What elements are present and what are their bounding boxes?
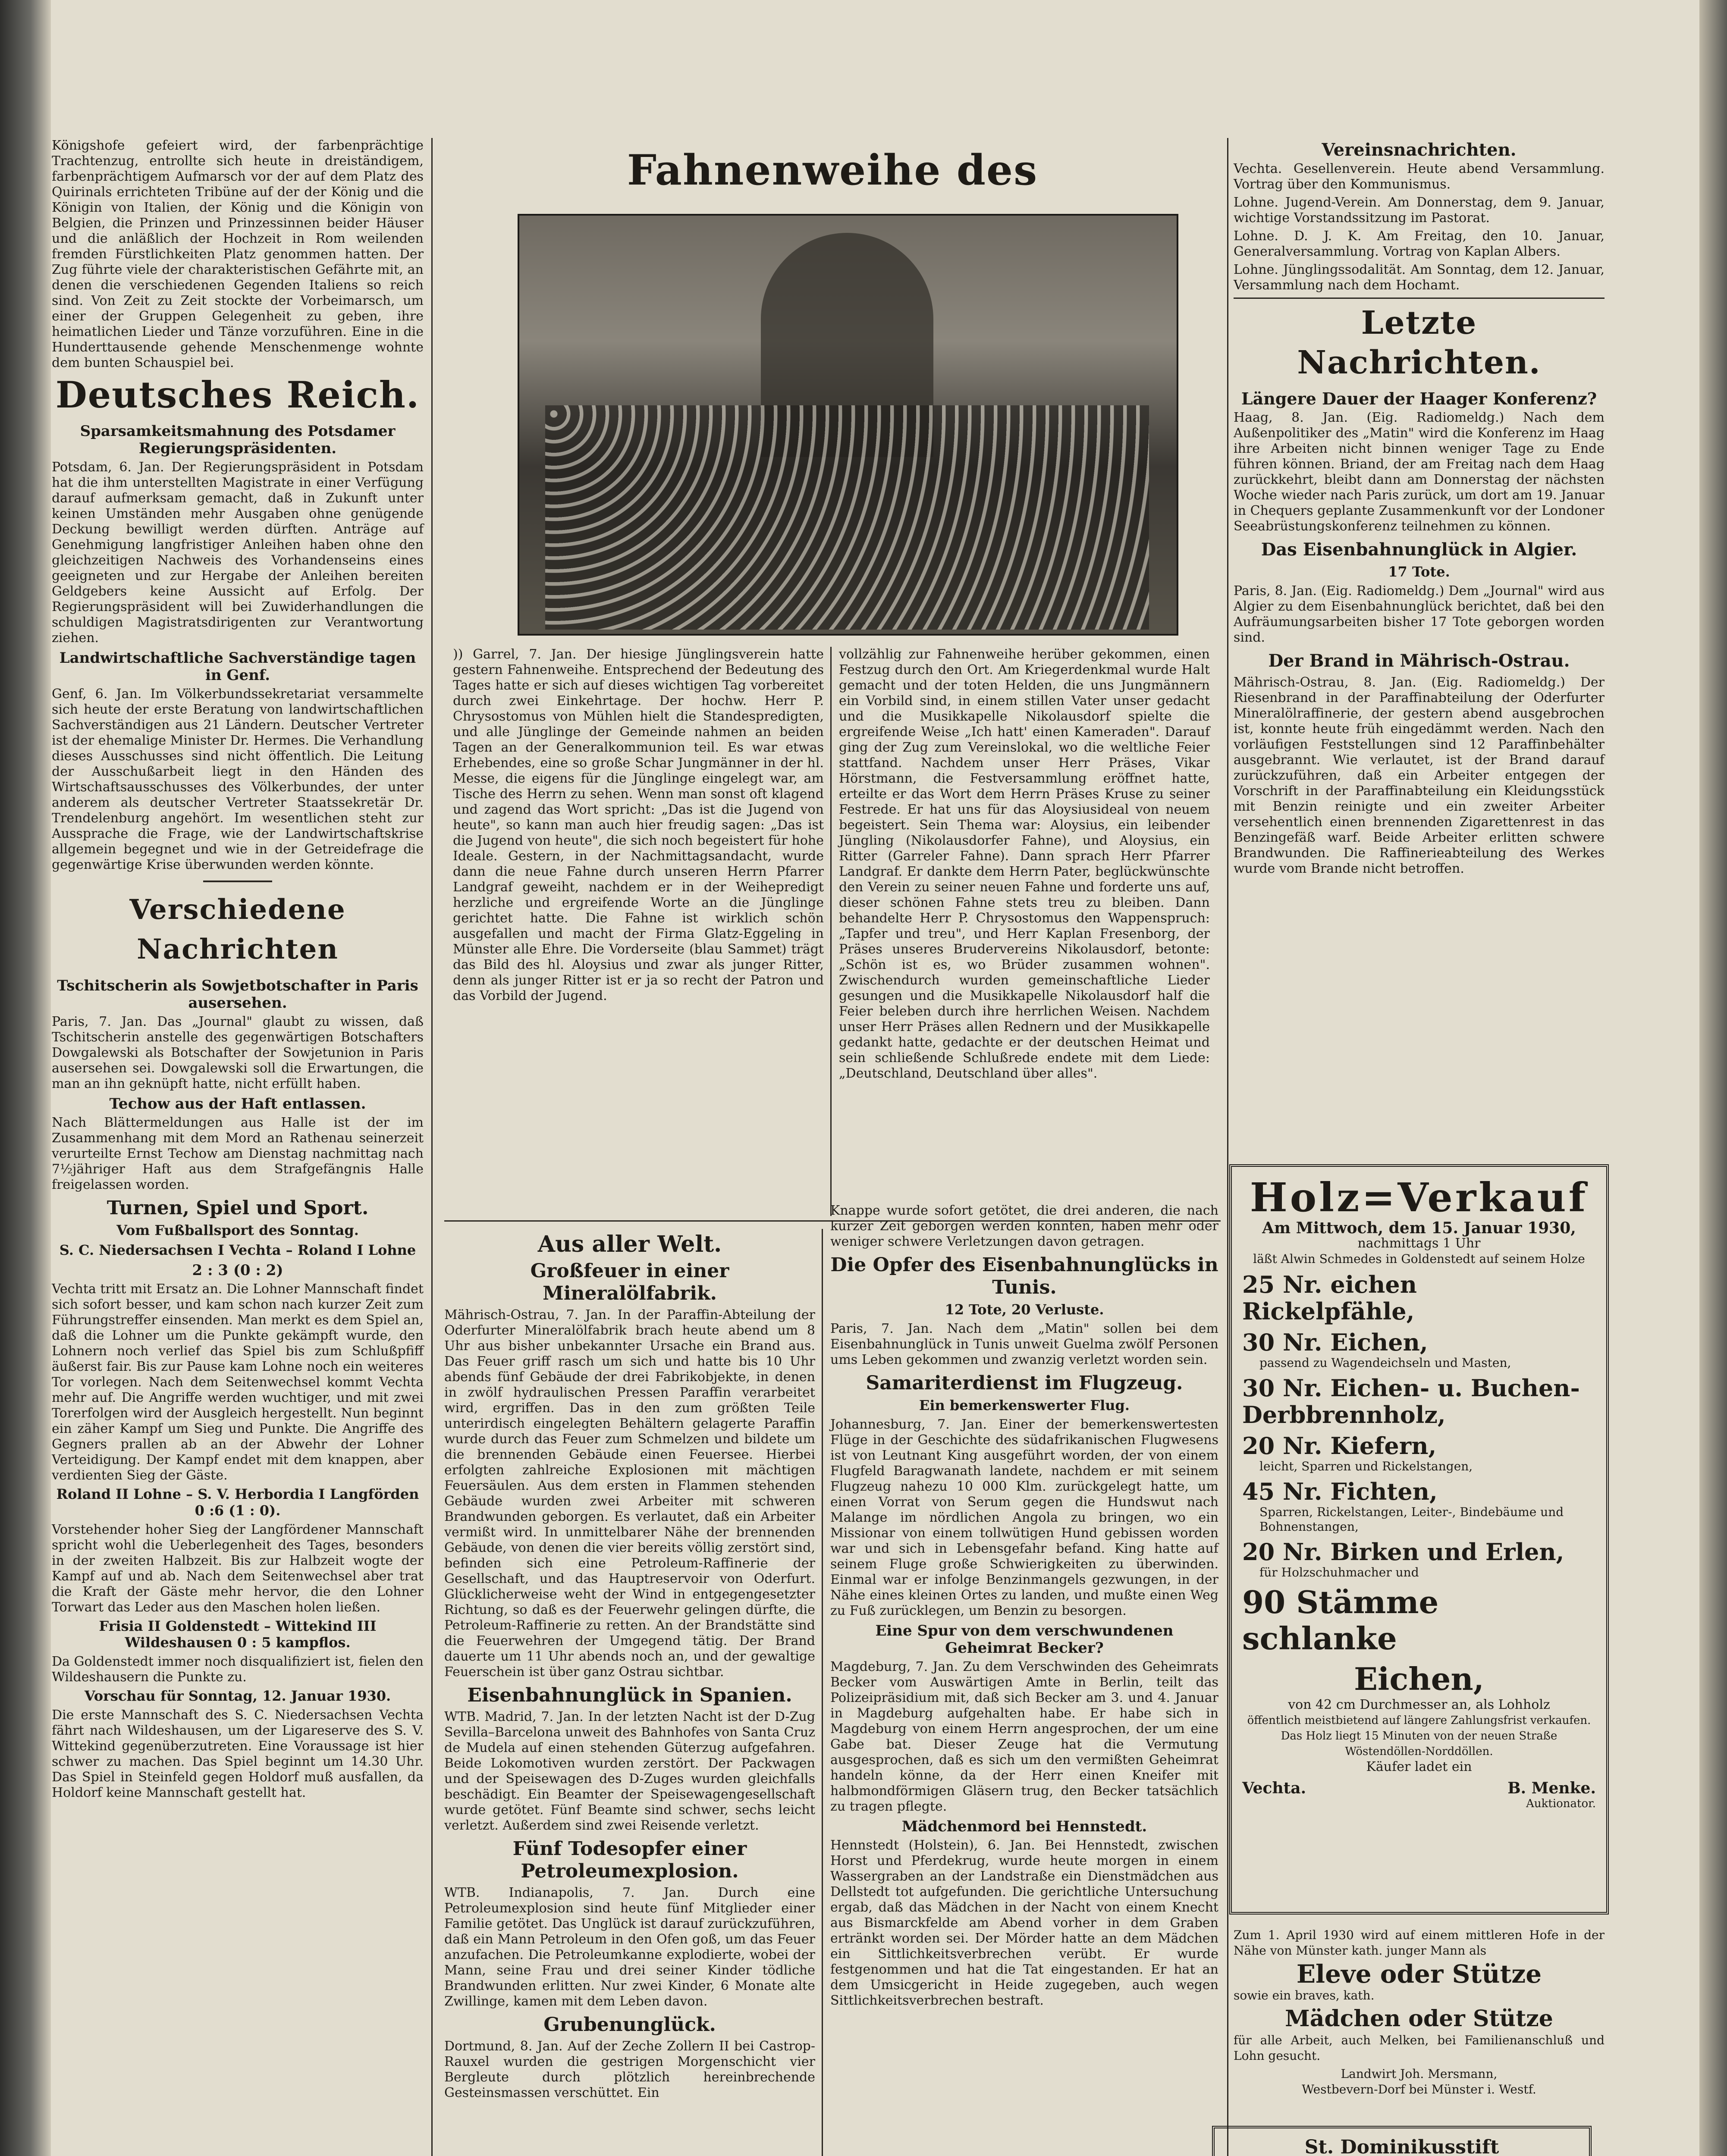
match-title: Roland II Lohne – S. V. Herbordia I Langförden 0 :6 (1 : 0).: [56, 1486, 419, 1519]
ad-signature-row: [1242, 1779, 1596, 1797]
ad-text: Das Holz liegt 15 Minuten von der neuen Straße Wöstendöllen-Norddöllen.: [1281, 1730, 1557, 1758]
ad-item: 20 Nr. Birken und Erlen,: [1242, 1538, 1564, 1566]
article-title: Die Opfer des Eisenbahnunglücks in Tunis.: [830, 1254, 1218, 1298]
ad-item: 30 Nr. Eichen- u. Buchen-Derbbrennholz,: [1242, 1374, 1580, 1429]
article-subtitle: Ein bemerkenswerter Flug.: [919, 1397, 1130, 1413]
section-rule: [1234, 298, 1605, 299]
binding-shadow: [0, 0, 51, 2156]
column-news-2: [830, 1203, 1218, 2156]
article-title: Mädchenmord bei Hennstedt.: [901, 1818, 1147, 1835]
article-text: WTB. Madrid, 7. Jan. In der letzten Nacht ist der D-Zug Sevilla–Barcelona unweit des Bahnhofes von Santa Cruz de Mudela auf einen stehenden Güterzug aufgefahren. Beide Lokomotiven wurden zerstört. Der Packwagen und der Speisewagen des D-Zuges wurden gleichfalls beschädigt. Ein Beamter der Speisewagengesellschaft wurde getötet. Fünf Beamte sind schwer, sechs leicht verletzt. Außerdem sind zwei Reisende verletzt.: [444, 1709, 815, 1833]
article-text: Paris, 7. Jan. Das „Journal" glaubt zu wissen, daß Tschitscherin anstelle des gegenwärtigen Botschafters Dowgalewski als Botschafter der Sowjetunion in Paris ausersehen sei. Dowgalewski soll die Erwartungen, die man an ihn geknüpft hatte, nicht erfüllt haben.: [52, 1014, 424, 1091]
ad-signature: Landwirt Joh. Mersmann,: [1341, 2067, 1498, 2081]
article-title: Landwirtschaftliche Sachverständige tagen in Genf.: [59, 649, 416, 684]
article-subtitle: 12 Tote, 20 Verluste.: [945, 1301, 1104, 1318]
article-text: Dortmund, 8. Jan. Auf der Zeche Zollern II bei Castrop-Rauxel wurden die gestrigen Morgenschicht vier Bergleute durch plötzlich hereinbrechende Gesteinsmassen verschüttet. Ein: [444, 2039, 815, 2100]
ad-name: B. Menke.: [1507, 1779, 1596, 1797]
article-title: Das Eisenbahnunglück in Algier.: [1261, 539, 1577, 560]
column-world-news: [444, 1229, 815, 2156]
section-title: Verschiedene Nachrichten: [129, 893, 346, 965]
match-title: Frisia II Goldenstedt – Wittekind III Wildeshausen 0 : 5 kampflos.: [99, 1618, 377, 1651]
club-notice: Lohne. Jünglingssodalität. Am Sonntag, dem 12. Januar, Versammlung nach dem Hochamt.: [1234, 262, 1605, 293]
ad-item-note: Sparren, Rickelstangen, Leiter-, Bindebäume und Bohnenstangen,: [1259, 1505, 1564, 1534]
ad-role: Auktionator.: [1526, 1797, 1596, 1810]
ad-text: Zum 1. April 1930 wird auf einem mittleren Hofe in der Nähe von Münster kath. junger Mann als: [1234, 1928, 1605, 1958]
match-title: S. C. Niedersachsen I Vechta – Roland I Lohne: [59, 1242, 416, 1258]
ad-title: St. Dominikusstift: [1304, 2136, 1499, 2156]
article-title: Tschitscherin als Sowjetbotschafter in Paris ausersehen.: [57, 977, 418, 1012]
ad-text: öffentlich meistbietend auf längere Zahlungsfrist verkaufen.: [1247, 1714, 1591, 1727]
ad-highlight: Eichen,: [1354, 1661, 1484, 1697]
article-text: Königshofe gefeiert wird, der farbenprächtige Trachtenzug, entrollte sich heute in dreiständigem, farbenprächtigem Aufmarsch vor der auf dem Platz des Quirinals errichteten Tribüne auf der der König und die Königin von Italien, der König und die Königin von Belgien, die Prinzen und Prinzessinnen beider Häuser und die anläßlich der Hochzeit in Rom weilenden fremden Fürstlichkeiten Platz genommen hatten. Der Zug führte viele der charakteristischen Gefährte mit, an denen die verschiedenen Gegenden Italiens so reich sind. Von Zeit zu Zeit stockte der Vorbeimarsch, um einer der Gruppen Gelegenheit zu geben, ihre heimatlichen Lieder und Tänze vorzuführen. Eine in die Hunderttausende gehende Menschenmenge wohnte dem bunten Schauspiel bei.: [52, 138, 424, 370]
article-title: Vorschau für Sonntag, 12. Januar 1930.: [84, 1688, 391, 1704]
column-rule: [830, 647, 832, 1216]
ad-title: Holz=Verkauf: [1250, 1174, 1589, 1221]
column-rule: [431, 138, 433, 2156]
ad-time: nachmittags 1 Uhr: [1357, 1236, 1481, 1251]
column-rule: [1227, 138, 1228, 2156]
section-title: Deutsches Reich.: [55, 373, 420, 416]
ad-eleve: [1234, 1927, 1605, 2117]
article-text: Nach Blättermeldungen aus Halle ist der im Zusammenhang mit dem Mord an Rathenau seinerzeit verurteilte Ernst Techow am Dienstag nachmittag nach 7½jähriger Haft aus dem Strafgefängnis Halle freigelassen worden.: [52, 1115, 424, 1192]
ad-date: Am Mittwoch, dem 15. Januar 1930,: [1262, 1219, 1576, 1237]
section-title: Vereinsnachrichten.: [1322, 140, 1517, 160]
article-text: Paris, 7. Jan. Nach dem „Matin" sollen bei dem Eisenbahnunglück in Tunis unweit Guelma zwölf Personen ums Leben gekommen und zwanzig verletzt worden sein.: [830, 1321, 1218, 1367]
ad-highlight: Eleve oder Stütze: [1296, 1959, 1542, 1989]
article-text: Vechta tritt mit Ersatz an. Die Lohner Mannschaft findet sich sofort besser, und kam schon nach kurzer Zeit zum Führungstreffer einsenden. Man merkt es dem Spiel an, daß die Lohner um die Punkte gekämpft wurde, den Lohnern noch verlief das Spiel bis zum Schlußpfiff äußerst fair. Bis zur Pause kam Lohne noch ein weiteres Tor vorlegen. Nach dem Seitenwechsel kommt Vechta mehr auf. Die Angriffe werden wuchtiger, und mit zwei Torerfolgen wird der Ausgleich hergestellt. Nun beginnt ein zäher Kampf um Sieg und Punkte. Die Angriffe des Gegners prallen ab an der Abwehr der Lohner Verteidigung. Der Kampf endet mit dem knappen, aber verdienten Sieg der Gäste.: [52, 1282, 424, 1483]
group-photo: [518, 214, 1178, 636]
page-edge-shadow: [1699, 0, 1727, 2156]
ad-text: für alle Arbeit, auch Melken, bei Familienanschluß und Lohn gesucht.: [1234, 2033, 1605, 2063]
article-text: Da Goldenstedt immer noch disqualifiziert ist, fielen den Wildeshausern die Punkte zu.: [52, 1654, 424, 1685]
ad-item: 20 Nr. Kiefern,: [1242, 1432, 1437, 1460]
article-text: Hennstedt (Holstein), 6. Jan. Bei Hennstedt, zwischen Horst und Pferdekrug, wurde heute morgen in einem Wassergraben an der Landstraße ein Dienstmädchen aus Dellstedt tot aufgefunden. Die gerichtliche Untersuchung ergab, daß das Mädchen in der Nacht von einem Knecht aus Bismarckfelde am Abend vorher in dem Graben ertränkt worden sei. Der Mörder hatte an dem Mädchen ein Sittlichkeitsverbrechen verübt. Er wurde festgenommen und hat die Tat eingestanden. Er hat an dem Umsicgericht in Heide zugegeben, auch wegen Sittlichkeitsverbrechen bestraft.: [830, 1838, 1218, 2008]
article-text: Genf, 6. Jan. Im Völkerbundssekretariat versammelte sich heute der erste Beratung von landwirtschaftlichen Sachverständigen aus 21 Ländern. Deutscher Vertreter ist der ehemalige Minister Dr. Hermes. Die Verhandlung dieses Ausschusses sind nicht öffentlich. Die Leitung der Ausschußarbeit liegt in den Händen des Wirtschaftsausschusses des Völkerbundes, der unter anderem als deutscher Vertreter Staatssekretär Dr. Trendelenburg angehört. Im wesentlichen steht zur Aussprache die Frage, wie der Landwirtschaftskrise allgemein begegnet und wie in der Getreidefrage die gegenwärtige Krise überwunden werden könnte.: [52, 686, 424, 872]
column-rule: [822, 1229, 823, 2156]
article-title: Samariterdienst im Flugzeug.: [866, 1372, 1183, 1394]
article-text: vollzählig zur Fahnenweihe herüber gekommen, einen Festzug durch den Ort. Am Kriegerdenkmal wurde Halt gemacht und der toten Helden, die uns Jungmännern ein Vorbild sind, in einem stillen Vater unser gedacht und die Musikkapelle Nikolausdorf spielte die ergreifende Weise „Ich hatt' einen Kameraden". Darauf ging der Zug zum Vereinslokal, wo die weltliche Feier stattfand. Nachdem unser Herr Präses, Vikar Hörstmann, die Festversammlung eröffnet hatte, erteilte er das Wort dem Herrn Präses Kruse zu seiner Festrede. Er hat uns für das Aloysiusideal von neuem begeistert. Sein Thema war: Aloysius, ein leibender Jüngling (Nikolausdorfer Fahne), und Aloysius, ein Ritter (Garreler Fahne). Dann sprach Herr Pfarrer Landgraf. Er dankte dem Herrn Pater, beglückwünschte den Verein zu seiner neuen Fahne und forderte uns auf, dieser schönen Fahne stets treu zu bleiben. Dann behandelte Herr P. Chrysostomus den Wappenspruch: „Tapfer und treu", und Herr Kaplan Fresenborg, der Präses unseres Brudervereins Nikolausdorf, betonte: „Schön ist es, wo Brüder zusammen wohnen". Zwischendurch wurden gemeinschaftliche Lieder gesungen und die Musikkapelle Nikolausdorf half die Feier beleben durch ihre herrlichen Weisen. Nachdem unser Herr Präses allen Rednern und der Musikkapelle gedankt hatte, gedachte er der deutschen Heimat und sein schließende Schlußrede endete mit dem Liede: „Deutschland, Deutschland über alles".: [839, 647, 1210, 1081]
ad-item: 45 Nr. Fichten,: [1242, 1478, 1438, 1505]
article-title: Längere Dauer der Haager Konferenz?: [1241, 389, 1597, 408]
article-title: Der Brand in Mährisch-Ostrau.: [1268, 651, 1570, 671]
section-title: Turnen, Spiel und Sport.: [107, 1197, 369, 1219]
club-notice: Lohne. D. J. K. Am Freitag, den 10. Januar, Generalversammlung. Vortrag von Kaplan Albers.: [1234, 229, 1605, 259]
article-text: Potsdam, 6. Jan. Der Regierungspräsident in Potsdam hat die ihm unterstellten Magistrate in einer Verfügung darauf aufmerksam gemacht, daß in Zukunft unter keinen Umständen mehr Ausgaben ohne genügende Deckung bewilligt werden dürften. Anträge auf Genehmigung langfristiger Anleihen haben ohne den gleichzeitigen Nachweis des Vorhandenseins eines geeigneten und zur Hergabe der Anleihen bereiten Geldgebers keine Aussicht auf Erfolg. Der Regierungspräsident will bei Zuwiderhandlungen die schuldigen Magistratsdirigenten zur Verantwortung ziehen.: [52, 460, 424, 646]
feature-header: [444, 138, 1221, 211]
garrel-column-b: [839, 647, 1210, 1216]
club-notice: Lohne. Jugend-Verein. Am Donnerstag, dem 9. Januar, wichtige Vorstandssitzung im Pastorat.: [1234, 195, 1605, 226]
garrel-column-a: [453, 647, 824, 1216]
article-text: Johannesburg, 7. Jan. Einer der bemerkenswertesten Flüge in der Geschichte des südafrikanischen Flugwesens ist von Leutnant King ausgeführt worden, der von einem Flugfeld Baragwanath landete, nachdem er mit seinem Flugzeug nahezu 10 000 Klm. zurückgelegt hatte, um einen Vorrat von Serum gegen die Hundswut nach Malange im nördlichen Angola zu bringen, wo ein Missionar von einem tollwütigen Hund gebissen worden war und sich in Lebensgefahr befand. King hatte auf seinem Fluge große Schwierigkeiten zu überwinden. Einmal war er infolge Benzinmangels gezwungen, in der Nähe eines kleinen Ortes zu landen, und mußte einen Weg zu Fuß zurücklegen, um Benzin zu besorgen.: [830, 1417, 1218, 1618]
club-notice: Vechta. Gesellenverein. Heute abend Versammlung. Vortrag über den Kommunismus.: [1234, 161, 1605, 192]
article-title: Fünf Todesopfer einer Petroleumexplosion.: [512, 1838, 747, 1882]
article-title: Eisenbahnunglück in Spanien.: [467, 1684, 792, 1706]
separator: [203, 881, 272, 882]
section-title: Aus aller Welt.: [537, 1231, 722, 1257]
ad-highlight: 90 Stämme schlanke: [1242, 1584, 1439, 1657]
ad-dominikusstift: [1212, 2126, 1592, 2156]
article-text: )) Garrel, 7. Jan. Der hiesige Jünglingsverein hatte gestern Fahnenweihe. Entsprechend der Bedeutung des Tages hatte er sich auf dieses wichtigen Tag vorbereitet durch zwei Einkehrtage. Der hochw. Herr P. Chrysostomus von Mühlen hielt die Standespredigten, und alle Jünglinge der Gemeinde nahmen an beiden Tagen an der Generalkommunion teil. Es war etwas Erhebendes, eine so große Schar Jungmänner in der hl. Messe, die eigens für die Jünglinge eingelegt war, am Tische des Herrn zu sehen. Wenn man sonst oft klagend und zagend das Wort spricht: „Das ist die Jugend von heute", so kann man auch hier freudig sagen: „Das ist die Jugend von heute", die sich noch begeistert für hohe Ideale. Gestern, in der Nachmittagsandacht, wurde dann die neue Fahne durch unseren Herrn Pfarrer Landgraf geweiht, nachdem er in der Weihepredigt herzliche und ergreifende Worte an die Jünglinge gerichtet hatte. Die Fahne ist wirklich schön ausgefallen und macht der Firma Glatz-Eggeling in Münster alle Ehre. Die Vorderseite (blau Sammet) trägt das Bild des hl. Aloysius und zwar als junger Ritter, denn als junger Ritter ist er ja so recht der Patron und das Vorbild der Jugend.: [453, 647, 824, 1003]
match-score: 2 : 3 (0 : 2): [192, 1262, 283, 1279]
ad-item-note: passend zu Wagendeichseln und Masten,: [1259, 1356, 1511, 1370]
feature-title: Fahnenweihe des: [627, 146, 1038, 194]
ad-item: 25 Nr. eichen Rickelpfähle,: [1242, 1271, 1417, 1325]
ad-place: Vechta.: [1242, 1779, 1306, 1797]
article-text: Vorstehender hoher Sieg der Langfördener Mannschaft spricht wohl die Ueberlegenheit des Tages, besonders in der zweiten Halbzeit. Bis zur Halbzeit wogte der Kampf auf und ab. Nach dem Seitenwechsel aber trat die Kraft der Gäste mehr hervor, die den Lohner Torwart das Leder aus den Maschen holen ließen.: [52, 1522, 424, 1615]
ad-item-note: für Holzschuhmacher und: [1259, 1565, 1419, 1579]
article-text: Die erste Mannschaft des S. C. Niedersachsen Vechta fährt nach Wildeshausen, um der Ligareserve des S. V. Wittekind gegenüberzutreten. Eine Voraussage ist hier schwer zu machen. Das Spiel beginnt um 14.30 Uhr. Das Spiel in Steinfeld gegen Holdorf muß ausfallen, da Holdorf keine Mannschaft gestellt hat.: [52, 1708, 424, 1800]
ad-holz-verkauf: [1229, 1164, 1609, 1915]
ad-signature: Westbevern-Dorf bei Münster i. Westf.: [1302, 2082, 1536, 2096]
article-text: Mährisch-Ostrau, 7. Jan. In der Paraffin-Abteilung der Oderfurter Mineralölfabrik brach heute abend um 8 Uhr aus bisher unbekannter Ursache ein Brand aus. Das Feuer griff rasch um sich und hatte bis 10 Uhr abends fünf Gebäude der drei Fabrikobjekte, in denen in zwölf hydraulischen Pressen Paraffin verarbeitet wird, ergriffen. Das in den zum größten Teile unterirdisch eingelegten Behältern gelagerte Paraffin wurde durch das Feuer zum Schmelzen und bildete um die brennenden Gebäude einen Feuersee. Hierbei erfolgten zahlreiche Explosionen mit mächtigen Feuersäulen. Aus dem ersten in Flammen stehenden Gebäude wurden zwei Arbeiter mit schweren Brandwunden geborgen. Es verlautet, daß ein Arbeiter vermißt wird. In unmittelbarer Nähe der brennenden Gebäude, von denen die vier bereits völlig zerstört sind, befinden sich eine Petroleum-Raffinerie der Gesellschaft, und das Hauptreservoir von Oderfurt. Glücklicherweise weht der Wind in entgegengesetzter Richtung, so daß es der Feuerwehr gelingen dürfte, die Petroleum-Raffinerie zu retten. An der Brandstätte sind die Feuerwehren der Umgegend tätig. Der Brand dauerte um 11 Uhr abends noch an, und der gewaltige Feuerschein ist über ganz Ostrau sichtbar.: [444, 1307, 815, 1680]
ad-intro: läßt Alwin Schmedes in Goldenstedt auf seinem Holze: [1253, 1252, 1585, 1266]
article-subtitle: 17 Tote.: [1388, 564, 1450, 580]
article-text: Haag, 8. Jan. (Eig. Radiomeldg.) Nach dem Außenpolitiker des „Matin" wird die Konferenz im Haag ihre Arbeiten nicht binnen weniger Tage zu Ende führen können. Briand, der am Freitag nach dem Haag zurückkehrt, bleibt dann am Donnerstag der nächsten Woche wieder nach Paris zurück, um dort am 19. Januar in Chequers geplante Zusammenkunft vor der Londoner Seeabrüstungskonferenz teilnehmen zu können.: [1234, 410, 1605, 534]
section-title: Letzte Nachrichten.: [1297, 304, 1541, 381]
ad-text: sowie ein braves, kath.: [1234, 1988, 1375, 2002]
article-text: Knappe wurde sofort getötet, die drei anderen, die nach kurzer Zeit geborgen werden konnten, haben mehr oder weniger schwere Verletzungen davon getragen.: [830, 1203, 1218, 1249]
article-title: Grubenunglück.: [543, 2014, 716, 2036]
article-title: Sparsamkeitsmahnung des Potsdamer Regierungspräsidenten.: [80, 423, 396, 457]
article-title: Eine Spur von dem verschwundenen Geheimrat Becker?: [875, 1622, 1174, 1657]
article-text: Mährisch-Ostrau, 8. Jan. (Eig. Radiomeldg.) Der Riesenbrand in der Paraffinabteilung der Oderfurter Mineralölraffinerie, der gestern abend ausgebrochen ist, konnte heute früh eingedämmt werden. Nach den vorläufigen Feststellungen sind 12 Paraffinbehälter ausgebrannt. Wie verlautet, ist der Brand darauf zurückzuführen, daß ein Arbeiter entgegen der Vorschrift in der Paraffinabteilung ein Kleidungsstück mit Benzin reinigte und ein zweiter Arbeiter versehentlich einen brennenden Zigarettenrest in das Benzingefäß warf. Beide Arbeiter erlitten schwere Brandwunden. Die Raffinerieabteilung des Werkes wurde vom Brande nicht betroffen.: [1234, 675, 1605, 876]
article-text: WTB. Indianapolis, 7. Jan. Durch eine Petroleumexplosion sind heute fünf Mitglieder einer Familie getötet. Das Unglück ist darauf zurückzuführen, daß ein Mann Petroleum in den Ofen goß, um das Feuer anzufachen. Die Petroleumkanne explodierte, wobei der Mann, seine Frau und drei seiner Kinder tödliche Brandwunden erlitten. Nur zwei Kinder, 6 Monate alte Zwillinge, kamen mit dem Leben davon.: [444, 1885, 815, 2009]
column-left: [52, 138, 424, 2156]
article-subtitle: Vom Fußballsport des Sonntag.: [116, 1222, 359, 1238]
column-right: [1234, 138, 1605, 1181]
ad-text: Käufer ladet ein: [1366, 1759, 1472, 1774]
ad-item: 30 Nr. Eichen,: [1242, 1329, 1428, 1356]
article-text: Magdeburg, 7. Jan. Zu dem Verschwinden des Geheimrats Becker vom Auswärtigen Amte in Berlin, teilt das Polizeipräsidium mit, daß sich Becker am 3. und 4. Januar in Magdeburg aufgehalten habe. Er habe sich in Magdeburg von einem Herrn angesprochen, der um eine Gabe bat. Dieser Zeuge hat die Vermutung ausgesprochen, daß es sich um den vermißten Geheimrat handeln könne, da der Herr einen Kneifer mit halbmondförmigen Gläsern trug, den Becker tatsächlich zu tragen pflegte.: [830, 1659, 1218, 1814]
ad-item-note: leicht, Sparren und Rickelstangen,: [1259, 1459, 1473, 1473]
article-title: Großfeuer in einer Mineralölfabrik.: [530, 1260, 729, 1304]
article-title: Techow aus der Haft entlassen.: [109, 1095, 366, 1112]
photo-group-members: [545, 405, 1149, 630]
ad-highlight: Mädchen oder Stütze: [1285, 2006, 1553, 2032]
ad-text: von 42 cm Durchmesser an, als Lohholz: [1288, 1697, 1550, 1712]
article-text: Paris, 8. Jan. (Eig. Radiomeldg.) Dem „Journal" wird aus Algier zu dem Eisenbahnunglück berichtet, daß bei den Aufräumungsarbeiten bisher 17 Tote geborgen worden sind.: [1234, 583, 1605, 645]
